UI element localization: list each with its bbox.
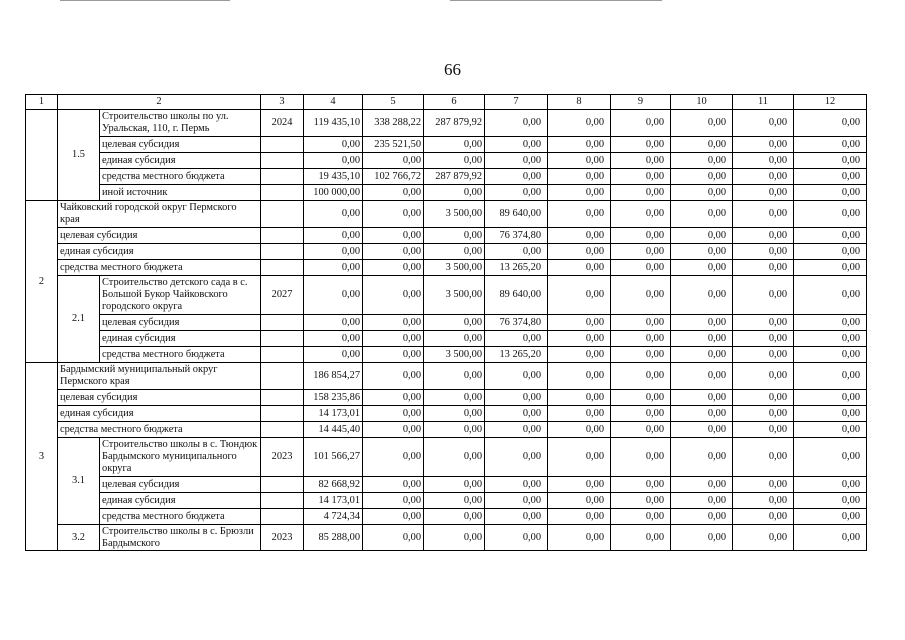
value-cell: 0,00 bbox=[548, 169, 611, 185]
value-cell: 0,00 bbox=[611, 276, 671, 315]
value-cell: 0,00 bbox=[304, 137, 363, 153]
subsection-number: 1.5 bbox=[58, 110, 100, 201]
table-row bbox=[26, 390, 867, 406]
value-cell: 0,00 bbox=[485, 438, 548, 477]
value-cell: 3 500,00 bbox=[424, 260, 485, 276]
value-cell: 0,00 bbox=[424, 477, 485, 493]
value-cell: 0,00 bbox=[304, 153, 363, 169]
row-name: средства местного бюджета bbox=[100, 347, 261, 363]
value-cell: 0,00 bbox=[671, 493, 733, 509]
value-cell: 0,00 bbox=[485, 110, 548, 137]
section-number-cell bbox=[26, 110, 58, 201]
value-cell: 0,00 bbox=[485, 169, 548, 185]
year-cell bbox=[261, 363, 304, 390]
value-cell: 0,00 bbox=[548, 363, 611, 390]
value-cell: 0,00 bbox=[733, 185, 794, 201]
value-cell: 0,00 bbox=[485, 406, 548, 422]
table-row bbox=[26, 201, 867, 228]
value-cell: 0,00 bbox=[304, 260, 363, 276]
value-cell: 0,00 bbox=[548, 525, 611, 551]
value-cell: 0,00 bbox=[548, 110, 611, 137]
value-cell: 89 640,00 bbox=[485, 276, 548, 315]
value-cell: 0,00 bbox=[733, 315, 794, 331]
value-cell: 0,00 bbox=[794, 169, 867, 185]
header-cell: 2 bbox=[58, 95, 261, 110]
row-name: средства местного бюджета bbox=[100, 169, 261, 185]
value-cell: 0,00 bbox=[611, 153, 671, 169]
row-name: Строительство школы по ул. Уральская, 110, г. Пермь bbox=[100, 110, 261, 137]
value-cell: 0,00 bbox=[671, 153, 733, 169]
value-cell: 0,00 bbox=[548, 185, 611, 201]
value-cell: 0,00 bbox=[424, 438, 485, 477]
value-cell: 0,00 bbox=[671, 244, 733, 260]
year-cell: 2027 bbox=[261, 276, 304, 315]
value-cell: 0,00 bbox=[611, 438, 671, 477]
value-cell: 338 288,22 bbox=[363, 110, 424, 137]
value-cell: 0,00 bbox=[671, 477, 733, 493]
value-cell: 0,00 bbox=[611, 390, 671, 406]
value-cell: 101 566,27 bbox=[304, 438, 363, 477]
value-cell: 0,00 bbox=[794, 260, 867, 276]
value-cell: 0,00 bbox=[424, 185, 485, 201]
scan-edge-right bbox=[450, 0, 662, 1]
value-cell: 0,00 bbox=[304, 315, 363, 331]
value-cell: 0,00 bbox=[733, 331, 794, 347]
header-cell: 9 bbox=[611, 95, 671, 110]
year-cell: 2024 bbox=[261, 110, 304, 137]
value-cell: 0,00 bbox=[611, 406, 671, 422]
value-cell: 0,00 bbox=[304, 276, 363, 315]
table-row bbox=[26, 406, 867, 422]
value-cell: 0,00 bbox=[363, 493, 424, 509]
value-cell: 0,00 bbox=[611, 260, 671, 276]
value-cell: 76 374,80 bbox=[485, 228, 548, 244]
value-cell: 0,00 bbox=[363, 477, 424, 493]
value-cell: 0,00 bbox=[733, 137, 794, 153]
value-cell: 0,00 bbox=[794, 525, 867, 551]
value-cell: 0,00 bbox=[794, 276, 867, 315]
value-cell: 0,00 bbox=[733, 438, 794, 477]
value-cell: 0,00 bbox=[671, 169, 733, 185]
value-cell: 0,00 bbox=[733, 244, 794, 260]
value-cell: 0,00 bbox=[485, 390, 548, 406]
row-name: единая субсидия bbox=[58, 406, 261, 422]
value-cell: 3 500,00 bbox=[424, 276, 485, 315]
value-cell: 0,00 bbox=[733, 228, 794, 244]
value-cell: 0,00 bbox=[733, 390, 794, 406]
page-number: 66 bbox=[444, 60, 461, 79]
value-cell: 0,00 bbox=[548, 477, 611, 493]
value-cell: 0,00 bbox=[611, 347, 671, 363]
value-cell: 0,00 bbox=[611, 525, 671, 551]
value-cell: 0,00 bbox=[424, 525, 485, 551]
value-cell: 0,00 bbox=[671, 347, 733, 363]
header-cell: 8 bbox=[548, 95, 611, 110]
value-cell: 0,00 bbox=[794, 363, 867, 390]
value-cell: 0,00 bbox=[363, 525, 424, 551]
value-cell: 4 724,34 bbox=[304, 509, 363, 525]
row-name: целевая субсидия bbox=[100, 137, 261, 153]
value-cell: 19 435,10 bbox=[304, 169, 363, 185]
value-cell: 0,00 bbox=[733, 110, 794, 137]
table-row bbox=[26, 228, 867, 244]
value-cell: 0,00 bbox=[548, 137, 611, 153]
year-cell bbox=[261, 493, 304, 509]
row-name: целевая субсидия bbox=[100, 477, 261, 493]
value-cell: 0,00 bbox=[485, 331, 548, 347]
value-cell: 0,00 bbox=[485, 477, 548, 493]
value-cell: 0,00 bbox=[485, 185, 548, 201]
value-cell: 0,00 bbox=[424, 153, 485, 169]
value-cell: 89 640,00 bbox=[485, 201, 548, 228]
value-cell: 0,00 bbox=[671, 201, 733, 228]
value-cell: 0,00 bbox=[363, 244, 424, 260]
header-cell: 4 bbox=[304, 95, 363, 110]
year-cell bbox=[261, 153, 304, 169]
value-cell: 100 000,00 bbox=[304, 185, 363, 201]
value-cell: 0,00 bbox=[424, 509, 485, 525]
value-cell: 0,00 bbox=[794, 315, 867, 331]
value-cell: 0,00 bbox=[363, 390, 424, 406]
value-cell: 0,00 bbox=[733, 406, 794, 422]
value-cell: 0,00 bbox=[548, 276, 611, 315]
value-cell: 0,00 bbox=[794, 347, 867, 363]
year-cell bbox=[261, 390, 304, 406]
value-cell: 0,00 bbox=[794, 477, 867, 493]
value-cell: 0,00 bbox=[424, 363, 485, 390]
value-cell: 0,00 bbox=[304, 347, 363, 363]
value-cell: 0,00 bbox=[424, 315, 485, 331]
value-cell: 0,00 bbox=[794, 509, 867, 525]
value-cell: 0,00 bbox=[363, 153, 424, 169]
year-cell bbox=[261, 228, 304, 244]
value-cell: 287 879,92 bbox=[424, 169, 485, 185]
value-cell: 0,00 bbox=[485, 137, 548, 153]
value-cell: 0,00 bbox=[671, 509, 733, 525]
row-name: Строительство школы в с. Брюзли Бардымского bbox=[100, 525, 261, 551]
value-cell: 0,00 bbox=[733, 525, 794, 551]
value-cell: 0,00 bbox=[424, 422, 485, 438]
table-row bbox=[26, 477, 867, 493]
value-cell: 0,00 bbox=[611, 110, 671, 137]
table-row bbox=[26, 260, 867, 276]
row-name: средства местного бюджета bbox=[58, 260, 261, 276]
value-cell: 14 445,40 bbox=[304, 422, 363, 438]
value-cell: 0,00 bbox=[671, 422, 733, 438]
table-row bbox=[26, 525, 867, 551]
year-cell bbox=[261, 331, 304, 347]
value-cell: 0,00 bbox=[733, 493, 794, 509]
table-row bbox=[26, 347, 867, 363]
value-cell: 0,00 bbox=[733, 276, 794, 315]
value-cell: 0,00 bbox=[363, 363, 424, 390]
table-row bbox=[26, 438, 867, 477]
value-cell: 0,00 bbox=[733, 169, 794, 185]
row-name: Чайковский городской округ Пермского края bbox=[58, 201, 261, 228]
value-cell: 0,00 bbox=[611, 185, 671, 201]
value-cell: 102 766,72 bbox=[363, 169, 424, 185]
value-cell: 76 374,80 bbox=[485, 315, 548, 331]
year-cell: 2023 bbox=[261, 525, 304, 551]
value-cell: 0,00 bbox=[548, 228, 611, 244]
value-cell: 0,00 bbox=[485, 493, 548, 509]
value-cell: 0,00 bbox=[611, 331, 671, 347]
value-cell: 0,00 bbox=[733, 347, 794, 363]
value-cell: 0,00 bbox=[794, 331, 867, 347]
table-row bbox=[26, 493, 867, 509]
value-cell: 0,00 bbox=[733, 260, 794, 276]
value-cell: 0,00 bbox=[424, 228, 485, 244]
value-cell: 186 854,27 bbox=[304, 363, 363, 390]
value-cell: 0,00 bbox=[671, 110, 733, 137]
table-row bbox=[26, 315, 867, 331]
value-cell: 0,00 bbox=[548, 509, 611, 525]
value-cell: 0,00 bbox=[611, 422, 671, 438]
value-cell: 0,00 bbox=[611, 201, 671, 228]
value-cell: 14 173,01 bbox=[304, 406, 363, 422]
value-cell: 0,00 bbox=[363, 260, 424, 276]
value-cell: 0,00 bbox=[794, 438, 867, 477]
value-cell: 0,00 bbox=[611, 315, 671, 331]
row-name: Строительство детского сада в с. Большой Букор Чайковского городского округа bbox=[100, 276, 261, 315]
header-cell: 7 bbox=[485, 95, 548, 110]
value-cell: 0,00 bbox=[485, 244, 548, 260]
subsection-number: 2.1 bbox=[58, 276, 100, 363]
value-cell: 0,00 bbox=[424, 244, 485, 260]
header-cell: 6 bbox=[424, 95, 485, 110]
value-cell: 0,00 bbox=[794, 493, 867, 509]
value-cell: 0,00 bbox=[794, 110, 867, 137]
row-name: целевая субсидия bbox=[58, 390, 261, 406]
header-row bbox=[26, 95, 867, 110]
table-row bbox=[26, 331, 867, 347]
row-name: средства местного бюджета bbox=[100, 509, 261, 525]
value-cell: 82 668,92 bbox=[304, 477, 363, 493]
value-cell: 0,00 bbox=[485, 525, 548, 551]
value-cell: 0,00 bbox=[363, 347, 424, 363]
value-cell: 0,00 bbox=[363, 331, 424, 347]
value-cell: 287 879,92 bbox=[424, 110, 485, 137]
value-cell: 0,00 bbox=[733, 509, 794, 525]
value-cell: 0,00 bbox=[424, 493, 485, 509]
year-cell: 2023 bbox=[261, 438, 304, 477]
value-cell: 0,00 bbox=[794, 422, 867, 438]
value-cell: 0,00 bbox=[548, 244, 611, 260]
value-cell: 0,00 bbox=[304, 244, 363, 260]
year-cell bbox=[261, 347, 304, 363]
value-cell: 0,00 bbox=[794, 185, 867, 201]
value-cell: 0,00 bbox=[794, 137, 867, 153]
value-cell: 0,00 bbox=[548, 390, 611, 406]
value-cell: 0,00 bbox=[794, 244, 867, 260]
header-cell: 1 bbox=[26, 95, 58, 110]
table-row bbox=[26, 509, 867, 525]
value-cell: 0,00 bbox=[424, 137, 485, 153]
value-cell: 0,00 bbox=[671, 390, 733, 406]
value-cell: 0,00 bbox=[304, 331, 363, 347]
value-cell: 0,00 bbox=[671, 260, 733, 276]
header-cell: 10 bbox=[671, 95, 733, 110]
value-cell: 0,00 bbox=[794, 390, 867, 406]
value-cell: 0,00 bbox=[733, 477, 794, 493]
value-cell: 0,00 bbox=[548, 331, 611, 347]
subsection-number: 3.2 bbox=[58, 525, 100, 551]
row-name: единая субсидия bbox=[100, 331, 261, 347]
value-cell: 0,00 bbox=[671, 185, 733, 201]
header-cell: 5 bbox=[363, 95, 424, 110]
table-row bbox=[26, 153, 867, 169]
year-cell bbox=[261, 260, 304, 276]
value-cell: 0,00 bbox=[424, 331, 485, 347]
table-row bbox=[26, 110, 867, 137]
value-cell: 0,00 bbox=[611, 477, 671, 493]
value-cell: 0,00 bbox=[671, 228, 733, 244]
value-cell: 0,00 bbox=[671, 276, 733, 315]
value-cell: 0,00 bbox=[671, 331, 733, 347]
value-cell: 0,00 bbox=[485, 153, 548, 169]
year-cell bbox=[261, 185, 304, 201]
value-cell: 0,00 bbox=[485, 509, 548, 525]
value-cell: 0,00 bbox=[611, 244, 671, 260]
value-cell: 0,00 bbox=[671, 406, 733, 422]
value-cell: 0,00 bbox=[548, 260, 611, 276]
section-number: 2 bbox=[26, 201, 58, 363]
value-cell: 3 500,00 bbox=[424, 201, 485, 228]
value-cell: 0,00 bbox=[671, 137, 733, 153]
value-cell: 0,00 bbox=[733, 363, 794, 390]
value-cell: 0,00 bbox=[548, 347, 611, 363]
value-cell: 158 235,86 bbox=[304, 390, 363, 406]
value-cell: 0,00 bbox=[363, 509, 424, 525]
value-cell: 0,00 bbox=[611, 228, 671, 244]
value-cell: 0,00 bbox=[733, 422, 794, 438]
value-cell: 0,00 bbox=[733, 201, 794, 228]
value-cell: 3 500,00 bbox=[424, 347, 485, 363]
value-cell: 0,00 bbox=[363, 406, 424, 422]
section-number: 3 bbox=[26, 363, 58, 551]
table-row bbox=[26, 169, 867, 185]
value-cell: 0,00 bbox=[485, 422, 548, 438]
table-row bbox=[26, 363, 867, 390]
header-cell: 12 bbox=[794, 95, 867, 110]
value-cell: 119 435,10 bbox=[304, 110, 363, 137]
year-cell bbox=[261, 422, 304, 438]
value-cell: 0,00 bbox=[363, 201, 424, 228]
table-row bbox=[26, 422, 867, 438]
value-cell: 0,00 bbox=[733, 153, 794, 169]
year-cell bbox=[261, 244, 304, 260]
year-cell bbox=[261, 137, 304, 153]
row-name: единая субсидия bbox=[100, 153, 261, 169]
row-name: Бардымский муниципальный округ Пермского края bbox=[58, 363, 261, 390]
value-cell: 0,00 bbox=[548, 493, 611, 509]
year-cell bbox=[261, 169, 304, 185]
row-name: единая субсидия bbox=[58, 244, 261, 260]
subsection-number: 3.1 bbox=[58, 438, 100, 525]
value-cell: 0,00 bbox=[363, 315, 424, 331]
header-cell: 11 bbox=[733, 95, 794, 110]
row-name: Строительство школы в с. Тюндюк Бардымского муниципального округа bbox=[100, 438, 261, 477]
year-cell bbox=[261, 315, 304, 331]
value-cell: 0,00 bbox=[611, 363, 671, 390]
row-name: единая субсидия bbox=[100, 493, 261, 509]
value-cell: 0,00 bbox=[671, 363, 733, 390]
value-cell: 0,00 bbox=[611, 137, 671, 153]
value-cell: 0,00 bbox=[611, 509, 671, 525]
value-cell: 13 265,20 bbox=[485, 260, 548, 276]
value-cell: 14 173,01 bbox=[304, 493, 363, 509]
scan-edge-left bbox=[60, 0, 230, 1]
value-cell: 0,00 bbox=[794, 201, 867, 228]
value-cell: 0,00 bbox=[548, 153, 611, 169]
row-name: целевая субсидия bbox=[100, 315, 261, 331]
year-cell bbox=[261, 477, 304, 493]
value-cell: 0,00 bbox=[671, 315, 733, 331]
value-cell: 0,00 bbox=[548, 422, 611, 438]
value-cell: 0,00 bbox=[363, 422, 424, 438]
value-cell: 0,00 bbox=[548, 201, 611, 228]
value-cell: 0,00 bbox=[794, 153, 867, 169]
value-cell: 0,00 bbox=[548, 406, 611, 422]
value-cell: 0,00 bbox=[671, 438, 733, 477]
table-row bbox=[26, 137, 867, 153]
table-row bbox=[26, 244, 867, 260]
value-cell: 0,00 bbox=[363, 276, 424, 315]
value-cell: 0,00 bbox=[548, 315, 611, 331]
value-cell: 0,00 bbox=[611, 493, 671, 509]
value-cell: 0,00 bbox=[424, 406, 485, 422]
year-cell bbox=[261, 509, 304, 525]
table-row bbox=[26, 276, 867, 315]
value-cell: 235 521,50 bbox=[363, 137, 424, 153]
row-name: средства местного бюджета bbox=[58, 422, 261, 438]
header-cell: 3 bbox=[261, 95, 304, 110]
value-cell: 0,00 bbox=[671, 525, 733, 551]
value-cell: 0,00 bbox=[304, 228, 363, 244]
table-row bbox=[26, 185, 867, 201]
value-cell: 0,00 bbox=[363, 185, 424, 201]
row-name: целевая субсидия bbox=[58, 228, 261, 244]
value-cell: 0,00 bbox=[485, 363, 548, 390]
value-cell: 0,00 bbox=[611, 169, 671, 185]
row-name: иной источник bbox=[100, 185, 261, 201]
value-cell: 0,00 bbox=[363, 438, 424, 477]
value-cell: 0,00 bbox=[794, 228, 867, 244]
value-cell: 0,00 bbox=[363, 228, 424, 244]
value-cell: 0,00 bbox=[304, 201, 363, 228]
value-cell: 13 265,20 bbox=[485, 347, 548, 363]
budget-table bbox=[25, 94, 867, 551]
value-cell: 0,00 bbox=[794, 406, 867, 422]
value-cell: 0,00 bbox=[548, 438, 611, 477]
year-cell bbox=[261, 406, 304, 422]
value-cell: 0,00 bbox=[424, 390, 485, 406]
value-cell: 85 288,00 bbox=[304, 525, 363, 551]
year-cell bbox=[261, 201, 304, 228]
